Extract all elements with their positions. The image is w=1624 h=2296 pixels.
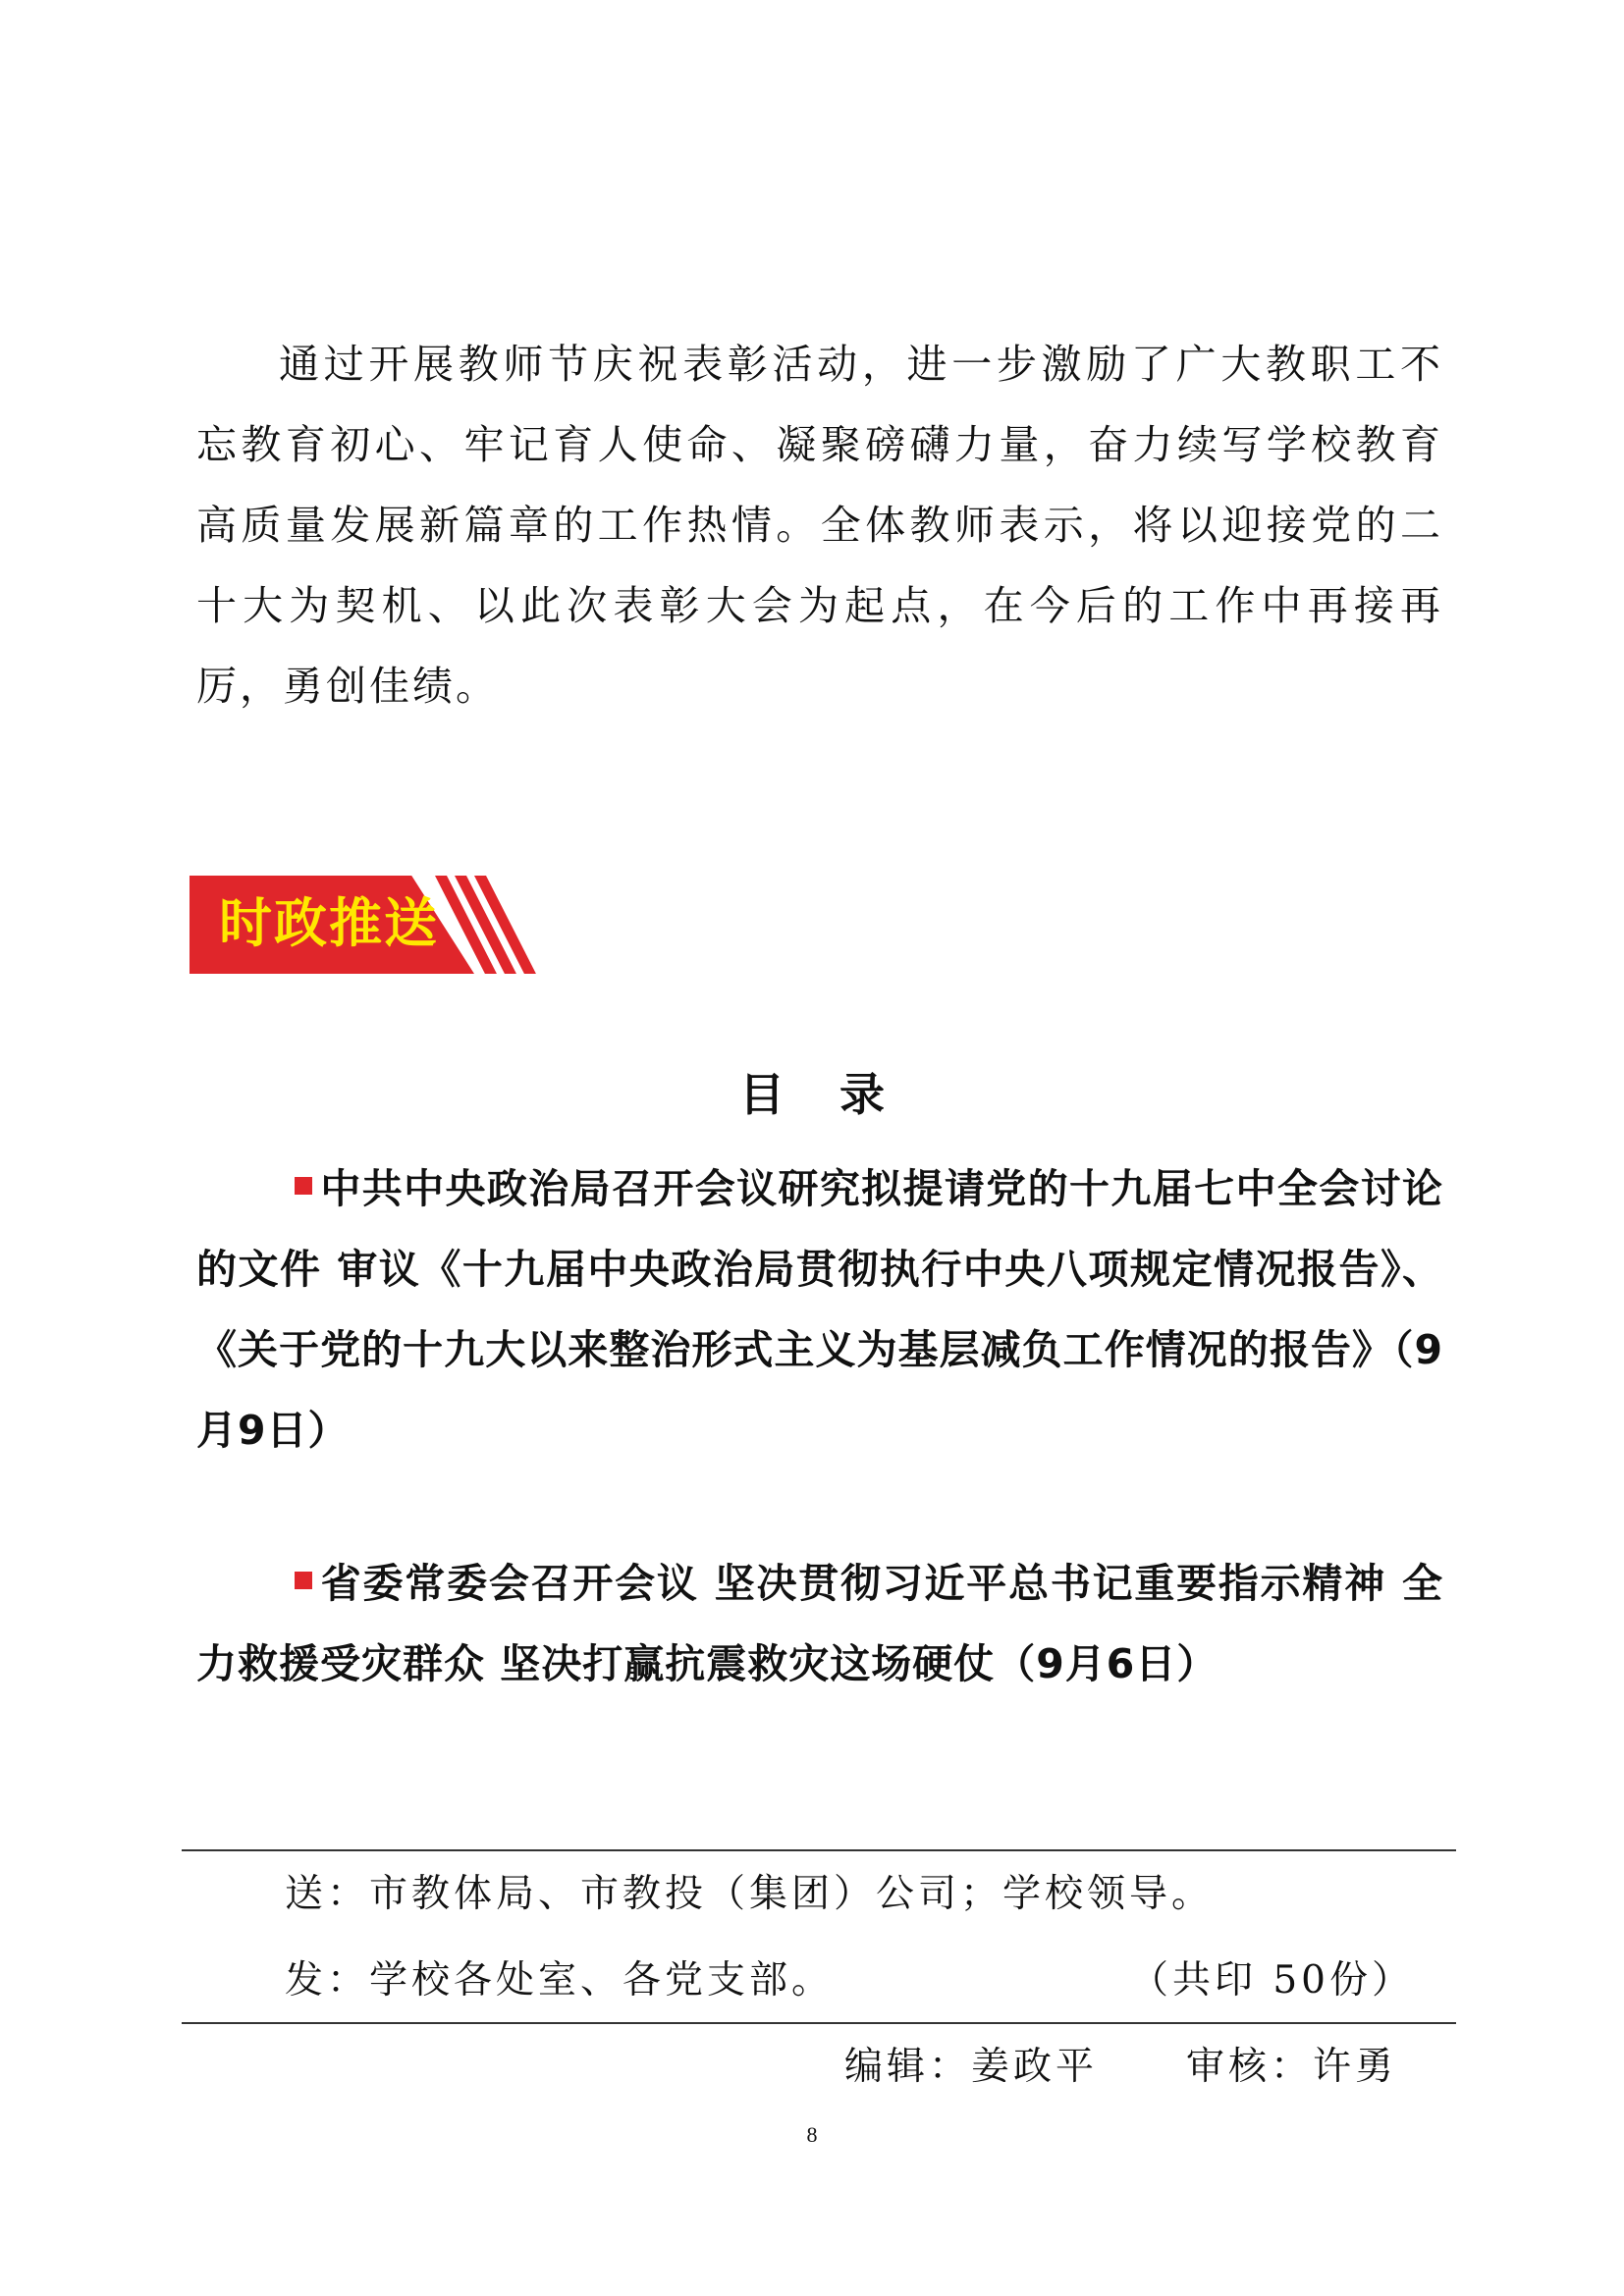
toc-item-text[interactable]: 中共中央政治局召开会议研究拟提请党的十九届七中全会讨论的文件 审议《十九届中央政治局贯彻执行中央八项规定情况报告》、《关于党的十九大以来整治形式主义为基层减负工作情况的报告》（9月9日） [196, 1165, 1443, 1454]
divider-bottom [182, 2022, 1456, 2024]
red-square-bullet-icon [295, 1177, 312, 1195]
intro-paragraph: 通过开展教师节庆祝表彰活动，进一步激励了广大教职工不忘教育初心、牢记育人使命、凝聚磅礴力量，奋力续写学校教育高质量发展新篇章的工作热情。全体教师表示，将以迎接党的二十大为契机、以此次表彰大会为起点，在今后的工作中再接再厉，勇创佳绩。 [196, 341, 1443, 710]
toc-title-char: 录 [839, 1068, 885, 1121]
reviewer-name: 审核：许勇 [1186, 2045, 1398, 2089]
issue-to-text: 发：学校各处室、各党支部。 [285, 1958, 835, 2002]
divider-top [182, 1849, 1456, 1851]
send-to-line: 送：市教体局、市教投（集团）公司；学校领导。 [285, 1872, 1215, 1916]
page-number: 8 [806, 2122, 818, 2147]
section-banner [189, 876, 528, 974]
copies-count: （共印 50份） [1129, 1958, 1414, 2002]
toc-title-char: 目 [739, 1068, 785, 1121]
red-square-bullet-icon [295, 1572, 312, 1589]
editor-name: 编辑：姜政平 [844, 2045, 1099, 2089]
toc-item-text[interactable]: 省委常委会召开会议 坚决贯彻习近平总书记重要指示精神 全力救援受灾群众 坚决打赢抗震救灾这场硬仗（9月6日） [196, 1560, 1443, 1687]
issue-to-line [285, 1951, 1414, 2010]
toc-title [0, 1060, 1624, 1129]
banner-label: 时政推送 [219, 892, 439, 954]
toc-item[interactable] [196, 1543, 1443, 1704]
toc-item[interactable] [196, 1148, 1443, 1470]
editor-credits [844, 2038, 1397, 2097]
